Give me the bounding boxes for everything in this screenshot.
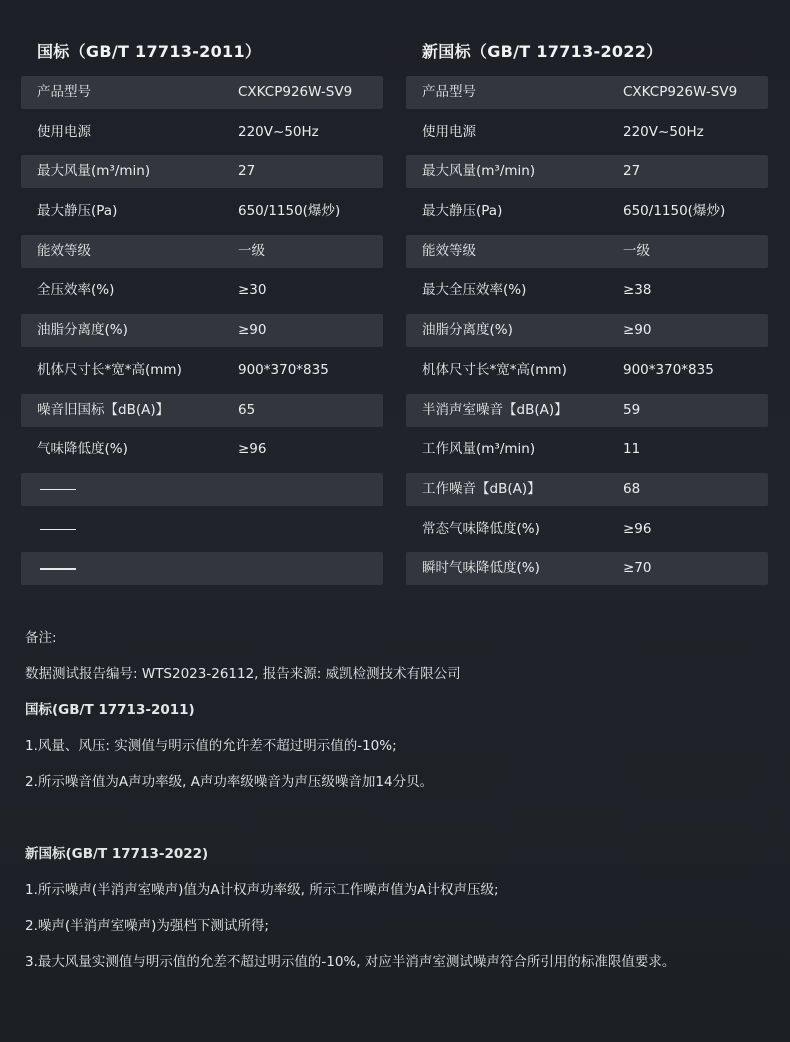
spec-value: ≥70 xyxy=(623,560,652,577)
spec-value: ≥30 xyxy=(238,282,267,299)
new-standard-table xyxy=(406,36,768,592)
spec-value: 220V~50Hz xyxy=(623,123,704,140)
spec-row-airflow xyxy=(21,155,383,188)
spec-label: 产品型号 xyxy=(422,84,476,100)
spec-label: 常态气味降低度(%) xyxy=(422,520,540,537)
spec-row-airflow xyxy=(406,155,768,188)
spec-label: 最大静压(Pa) xyxy=(37,203,118,220)
spec-label: 机体尺寸长*宽*高(mm) xyxy=(37,361,182,378)
notes-new-item-3: 3.最大风量实测值与明示值的允差不超过明示值的-10%, 对应半消声室测试噪声符合所引用的标准限值要求。 xyxy=(25,954,676,970)
spec-label: 最大风量(m³/min) xyxy=(422,163,536,180)
spec-value: 900*370*835 xyxy=(623,361,714,378)
spec-label: 全压效率(%) xyxy=(37,282,115,299)
notes-new-item-2: 2.噪声(半消声室噪声)为强档下测试所得; xyxy=(25,918,269,934)
spec-value: 27 xyxy=(623,163,641,180)
empty-row xyxy=(21,473,383,506)
spec-row-efficiency xyxy=(21,274,383,307)
spec-row-working-airflow xyxy=(406,433,768,466)
spec-value: 一级 xyxy=(238,242,265,259)
notes-section xyxy=(25,622,770,982)
spec-label: 最大风量(m³/min) xyxy=(37,163,151,180)
notes-new-standard-title: 新国标(GB/T 17713-2022) xyxy=(25,846,209,862)
spec-value: 68 xyxy=(623,480,641,497)
new-standard-title: 新国标（GB/T 17713-2022） xyxy=(422,42,663,61)
spec-label: 油脂分离度(%) xyxy=(37,322,128,339)
spec-value: 900*370*835 xyxy=(238,361,329,378)
dash-placeholder xyxy=(40,568,76,570)
notes-new-item-1: 1.所示噪声(半消声室噪声)值为A计权声功率级, 所示工作噪声值为A计权声压级; xyxy=(25,882,499,898)
spec-row-model xyxy=(21,76,383,109)
spec-row-odor-reduction xyxy=(21,433,383,466)
spec-label: 能效等级 xyxy=(37,242,91,259)
spec-value: ≥38 xyxy=(623,282,652,299)
spec-row-model xyxy=(406,76,768,109)
spec-value: 650/1150(爆炒) xyxy=(623,203,726,220)
spec-row-grease-separation xyxy=(406,314,768,347)
spec-row-normal-odor-reduction xyxy=(406,513,768,546)
spec-row-dimensions xyxy=(406,354,768,387)
old-standard-title: 国标（GB/T 17713-2011） xyxy=(37,42,262,61)
spec-value: ≥90 xyxy=(238,322,267,339)
notes-old-item-1: 1.风量、风压: 实测值与明示值的允许差不超过明示值的-10%; xyxy=(25,738,397,754)
notes-old-standard-title: 国标(GB/T 17713-2011) xyxy=(25,702,195,718)
spec-value: CXKCP926W-SV9 xyxy=(238,84,353,100)
spec-label: 气味降低度(%) xyxy=(37,441,128,458)
spec-label: 最大静压(Pa) xyxy=(422,203,503,220)
spec-row-noise xyxy=(21,394,383,427)
notes-old-item-2: 2.所示噪音值为A声功率级, A声功率级噪音为声压级噪音加14分贝。 xyxy=(25,774,434,790)
spec-label: 机体尺寸长*宽*高(mm) xyxy=(422,361,567,378)
dash-placeholder xyxy=(40,489,76,491)
spec-value: ≥90 xyxy=(623,322,652,339)
spec-row-working-noise xyxy=(406,473,768,506)
spec-row-dimensions xyxy=(21,354,383,387)
spec-label: 产品型号 xyxy=(37,84,91,100)
spec-row-static-pressure xyxy=(21,195,383,228)
spec-value: 220V~50Hz xyxy=(238,123,319,140)
spec-label: 工作风量(m³/min) xyxy=(422,441,536,458)
spec-value: 27 xyxy=(238,163,256,180)
spec-label: 噪音旧国标【dB(A)】 xyxy=(37,401,170,418)
spec-label: 工作噪音【dB(A)】 xyxy=(422,480,541,497)
spec-value: 59 xyxy=(623,401,641,418)
spec-value: ≥96 xyxy=(623,520,652,537)
spec-label: 使用电源 xyxy=(37,123,91,140)
spec-row-grease-separation xyxy=(21,314,383,347)
spec-row-efficiency xyxy=(406,274,768,307)
spec-row-instant-odor-reduction xyxy=(406,552,768,585)
empty-row xyxy=(21,552,383,585)
spec-label: 油脂分离度(%) xyxy=(422,322,513,339)
spec-label: 半消声室噪音【dB(A)】 xyxy=(422,401,568,418)
dash-placeholder xyxy=(40,529,76,531)
spec-label: 最大全压效率(%) xyxy=(422,282,527,299)
spec-value: 65 xyxy=(238,401,256,418)
old-standard-table xyxy=(21,36,383,592)
spec-row-energy-grade xyxy=(406,235,768,268)
spec-label: 使用电源 xyxy=(422,123,476,140)
spec-value: CXKCP926W-SV9 xyxy=(623,84,738,100)
spec-value: 650/1150(爆炒) xyxy=(238,203,341,220)
notes-spacer xyxy=(25,802,770,838)
spec-row-static-pressure xyxy=(406,195,768,228)
notes-report-source: 数据测试报告编号: WTS2023-26112, 报告来源: 威凯检测技术有限公司 xyxy=(25,666,461,682)
spec-value: 11 xyxy=(623,441,641,458)
spec-row-energy-grade xyxy=(21,235,383,268)
spec-row-power xyxy=(406,116,768,149)
spec-label: 能效等级 xyxy=(422,242,476,259)
spec-label: 瞬时气味降低度(%) xyxy=(422,560,540,577)
spec-value: ≥96 xyxy=(238,441,267,458)
spec-row-anechoic-noise xyxy=(406,394,768,427)
spec-value: 一级 xyxy=(623,242,650,259)
notes-heading: 备注: xyxy=(25,630,57,646)
spec-row-power xyxy=(21,116,383,149)
empty-row xyxy=(21,513,383,546)
